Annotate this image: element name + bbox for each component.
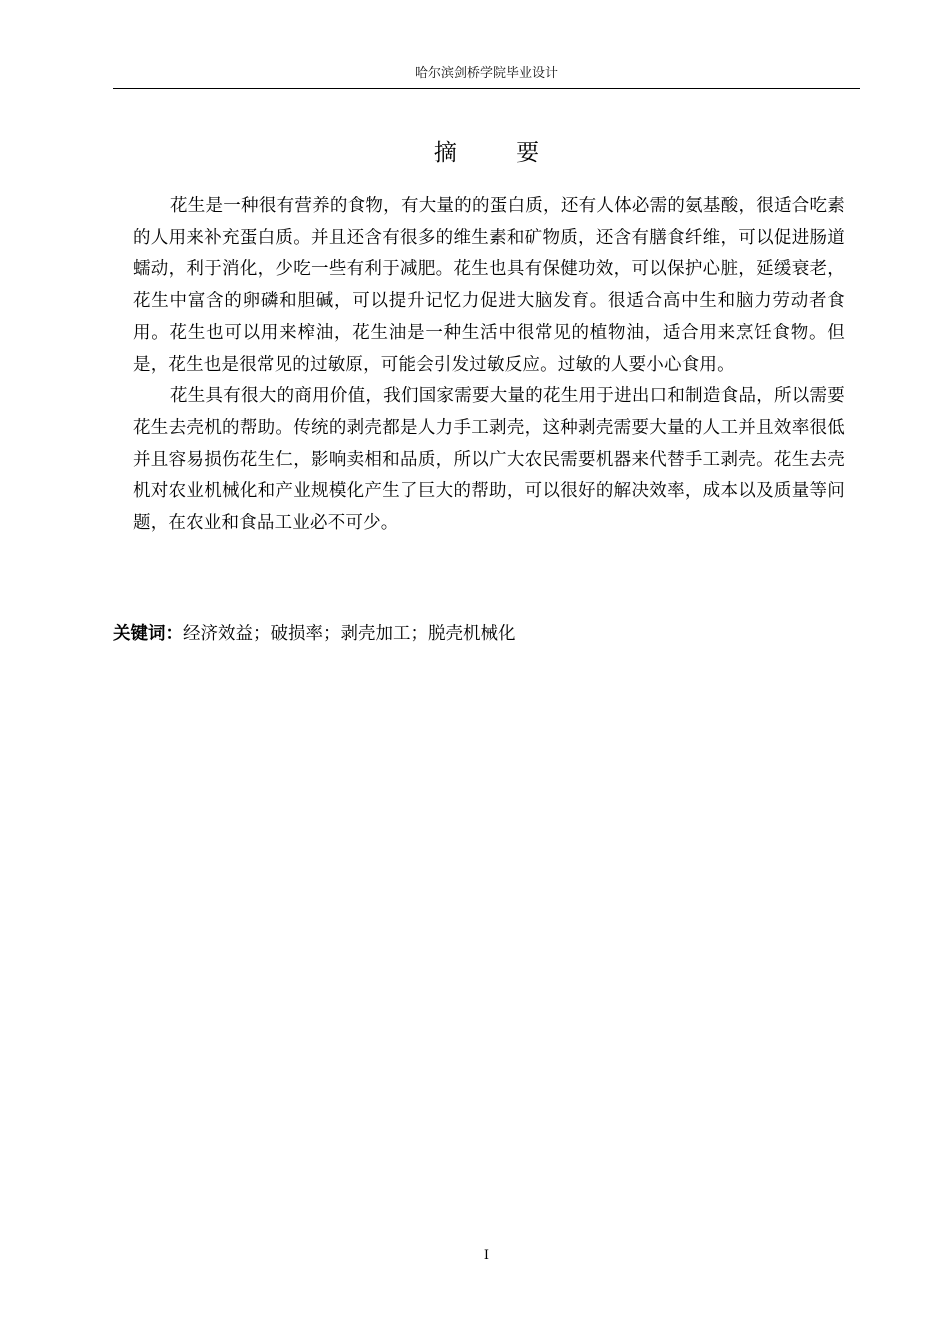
running-header: 哈尔滨剑桥学院毕业设计 (414, 66, 558, 81)
abstract-body (133, 191, 845, 540)
keywords-label: 关键词： (113, 624, 183, 644)
keywords-line (113, 620, 860, 648)
header-rule (113, 88, 860, 89)
abstract-paragraph: 花生具有很大的商用价值，我们国家需要大量的花生用于进出口和制造食品，所以需要花生去壳机的帮助。传统的剥壳都是人力手工剥壳，这种剥壳需要大量的人工并且效率很低并且容易损伤花生仁，影响卖相和品质，所以广大农民需要机器来代替手工剥壳。花生去壳机对农业机械化和产业规模化产生了巨大的帮助，可以很好的解决效率，成本以及质量等问题，在农业和食品工业必不可少。 (133, 386, 845, 534)
abstract-paragraph: 花生是一种很有营养的食物，有大量的的蛋白质，还有人体必需的氨基酸，很适合吃素的人用来补充蛋白质。并且还含有很多的维生素和矿物质，还含有膳食纤维，可以促进肠道蠕动，利于消化，少吃一些有利于减肥。花生也具有保健功效，可以保护心脏，延缓衰老，花生中富含的卵磷和胆碱，可以提升记忆力促进大脑发育。很适合高中生和脑力劳动者食用。花生也可以用来榨油，花生油是一种生活中很常见的植物油，适合用来烹饪食物。但是，花生也是很常见的过敏原，可能会引发过敏反应。过敏的人要小心食用。 (133, 196, 845, 375)
page-number: I (483, 1248, 490, 1263)
abstract-title: 摘 要 (433, 140, 566, 167)
keywords-text: 经济效益；破损率；剥壳加工；脱壳机械化 (183, 624, 516, 644)
